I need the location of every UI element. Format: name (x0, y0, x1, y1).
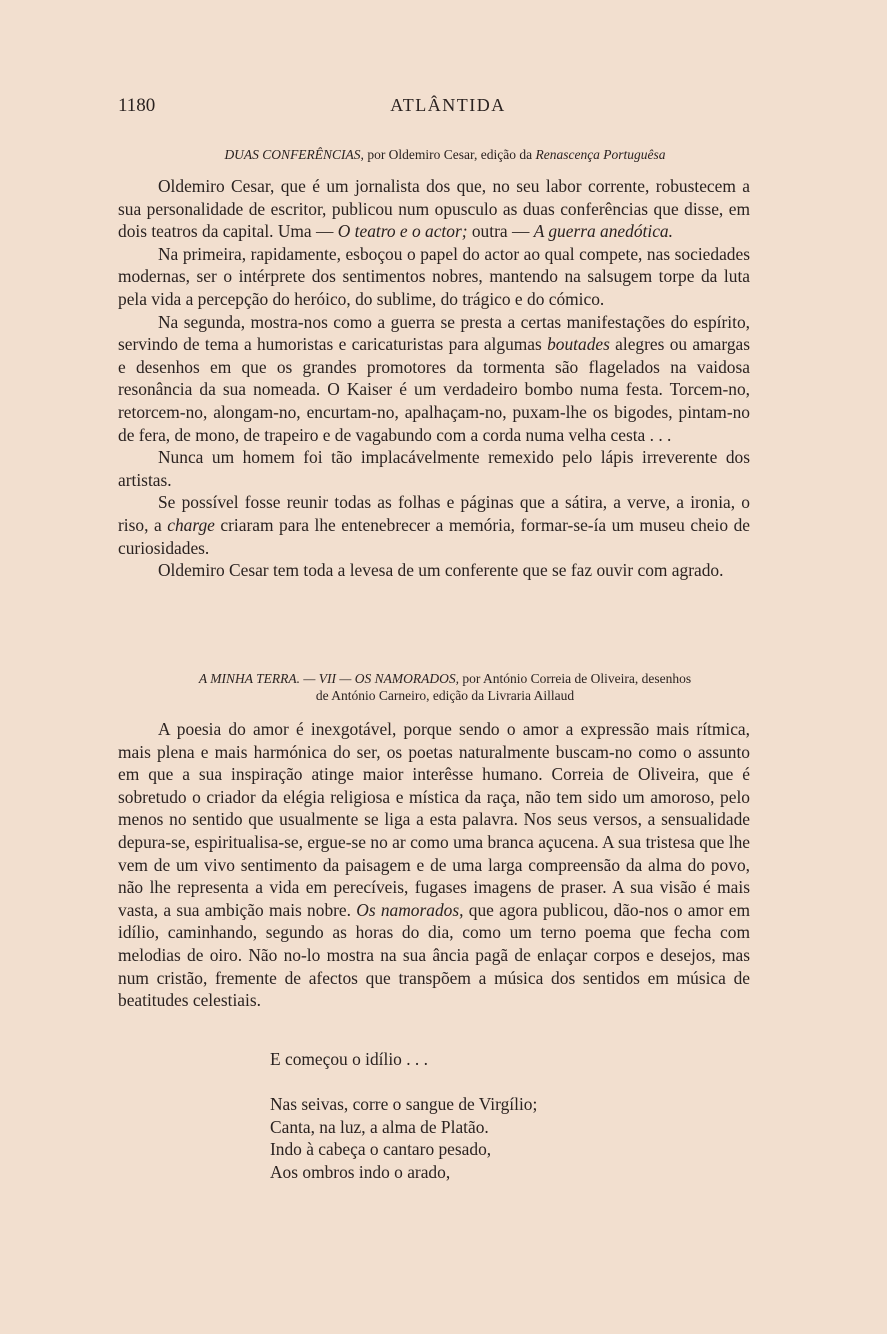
review-heading-text: de António Carneiro, edição da Livraria Aillaud (315, 688, 575, 703)
italic-term: charge (167, 514, 215, 535)
paragraph-text: criaram para lhe entenebrecer a memória, formar-se-ía um museu cheio de curiosidades. (118, 514, 750, 558)
paragraph: Nunca um homem foi tão implacávelmente remexido pelo lápis irreverente dos artistas. (118, 447, 750, 490)
paragraph: Oldemiro Cesar tem toda a levesa de um conferente que se faz ouvir com agrado. (158, 560, 724, 581)
review-publisher: Renascença Portuguêsa (535, 147, 666, 162)
verse-line: Aos ombros indo o arado, (270, 1161, 451, 1182)
paragraph (118, 491, 750, 559)
review-body-a-minha-terra (118, 718, 750, 1012)
verse-line: Canta, na luz, a alma de Platão. (270, 1116, 489, 1137)
verse-line: Indo à cabeça o cantaro pesado, (270, 1139, 492, 1160)
paragraph-text: Na segunda, mostra-nos como a guerra se presta a certas manifestações do espírito, servindo de tema a humoristas e caricaturistas para algumas (118, 311, 750, 355)
paragraph-text: Se possível fosse reunir todas as folhas e páginas que a sátira, a verve, a ironia, o riso, a (118, 492, 750, 535)
conference-title: A guerra anedótica. (533, 221, 673, 242)
page-number: 1180 (118, 95, 156, 116)
paragraph-text: A poesia do amor é inexgotável, porque sendo o amor a expressão mais rítmica, mais plena e mais harmónica do ser, os poetas naturalmente buscam-no como o assunto em que a sua inspiração atinge maior interêsse humano. Correia de Oliveira, que é sobretudo o criador da elégia religiosa e mística da raça, não tem sido um amoroso, pelo menos no sentido que usualmente se liga a esta palavra. Nos seus versos, a sensualidade depura-se, espiritualisa-se, ergue-se no ar como uma branca açucena. A sua tristesa que lhe vem de um vivo sentimento da paisagem e de uma larga compreensão da alma do povo, não lhe representa a vida em perecíveis, fugases imagens de praser. A sua visão é mais vasta, a sua ambição mais nobre. (118, 719, 750, 920)
paragraph-text: outra — (467, 221, 534, 242)
verse-block (270, 1093, 750, 1183)
italic-term: boutades (547, 334, 610, 355)
verse-intro: E começou o idílio . . . (270, 1049, 428, 1069)
running-title: ATLÂNTIDA (390, 95, 506, 115)
paragraph-text: alegres ou amargas e desenhos em que os grandes promotores da tormenta são flagelados na vaidosa resonância da sua nomeada. O Kaiser é um verdadeiro bombo numa festa. Torcem-no, retorcem-no, alongam-no, encurtam-no, apalhaçam-no, puxam-lhe os bigodes, pintam-no de fera, de mono, de trapeiro e de vagabundo com a corda numa velha cesta . . . (118, 334, 750, 445)
conference-title: O teatro e o actor; (337, 221, 468, 242)
review-heading-text: por António Correia de Oliveira, desenhos (459, 671, 692, 686)
review-title: A MINHA TERRA. — VII — OS NAMORADOS, (198, 671, 460, 686)
paragraph (118, 718, 750, 1012)
review-title: DUAS CONFERÊNCIAS, (224, 147, 364, 162)
review-body-duas-conferencias (118, 175, 750, 582)
paragraph-text: que agora publicou, dão-nos o amor em idílio, caminhando, segundo as horas do dia, como um terno poema que fecha com melodias de oiro. Não no-lo mostra na sua ância pagã de enlaçar corpos e desejos, mas num cristão, fremente de afectos que transpõem a música dos sentidos em música de beatitudes celestiais. (118, 899, 750, 1011)
page-header (118, 95, 778, 119)
paragraph: Na primeira, rapidamente, esboçou o papel do actor ao qual compete, nas sociedades modernas, ser o intérprete dos sentimentos nobres, mantendo na salsugem torpe da luta pela vida a percepção do heróico, do sublime, do trágico e do cómico. (118, 243, 750, 309)
review-heading-duas-conferencias (120, 146, 770, 163)
paragraph (118, 175, 750, 243)
review-heading-a-minha-terra (120, 670, 770, 704)
verse-line: Nas seivas, corre o sangue de Virgílio; (270, 1094, 538, 1114)
book-title: Os namorados, (356, 899, 464, 920)
paragraph (118, 311, 750, 447)
review-heading-text: por Oldemiro Cesar, edição da (363, 147, 536, 162)
paragraph-text: Oldemiro Cesar, que é um jornalista dos que, no seu labor corrente, robustecem a sua personalidade de escritor, publicou num opusculo as duas conferências que disse, em dois teatros da capital. Uma — (118, 176, 750, 242)
